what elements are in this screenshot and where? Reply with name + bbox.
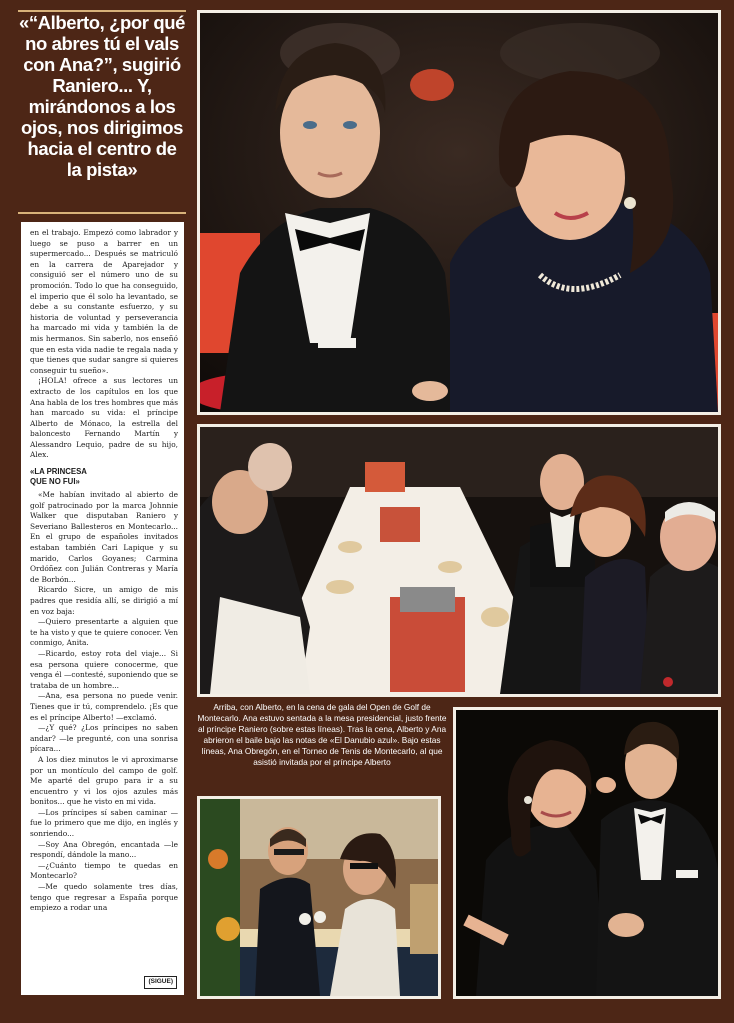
body-paragraph: —Ana, esa persona no puede venir. Tienes que ir tú, comprendelo. ¡Es que es el príncipe Alberto! —exclamó. — [30, 691, 178, 722]
continues-tag: (SIGUE) — [144, 976, 177, 989]
body-paragraph: A los diez minutos le vi aproximarse por un montículo del campo de golf. Me aparté del grupo para ir a su encuentro y vi los ojos azules más bonitos... que he visto en mi vida. — [30, 754, 178, 807]
body-paragraph: ¡HOLA! ofrece a sus lectores un extracto de los capítulos en los que Ana habla de los tres hombres que más han marcado su vida: el príncipe Alberto de Mónaco, la estrella del baloncesto Fernando Martín y Alessandro Lequio, padre de su hijo, Alex. — [30, 376, 178, 460]
photo-caption: Arriba, con Alberto, en la cena de gala del Open de Golf de Montecarlo. Ana estuvo sentada a la mesa presidencial, justo frente al príncipe Raniero (sobre estas líneas). Tras la cena, Alberto y Ana abrieron el baile bajo las notas de «El Danubio azul». Bajo estas líneas, Ana Obregón, en el Torneo de Tenis de Montecarlo, al que asistió invitada por el príncipe Alberto — [197, 702, 447, 767]
body-paragraph: —¿Y qué? ¿Los príncipes no saben andar? —le pregunté, con una sonrisa pícara... — [30, 723, 178, 754]
body-paragraph: —¿Cuánto tiempo te quedas en Montecarlo? — [30, 860, 178, 881]
body-paragraph: —Los príncipes sí saben caminar —fue lo primero que me dijo, en inglés y sonriendo... — [30, 807, 178, 839]
body-paragraph: en el trabajo. Empezó como labrador y luego se puso a barrer en un supermercado... Después se matriculó en la carrera de Aparejador y consiguió ser el número uno de su promoción. Todo lo que ha conseguido, el imperio que él solo ha levantado, se debe a su constante esfuerzo, y su historia de voluntad y perseverancia ha marcado mi vida y también la de mis hermanos. Sin saberlo, nos enseñó que en esta vida nadie te regala nada y que tienes que sudar sangre si quieres conseguir tu sueño». — [30, 228, 178, 375]
body-paragraph: Ricardo Sicre, un amigo de mis padres que residía allí, se dirigió a mí en voz baja: — [30, 585, 178, 616]
pull-quote: «“Alberto, ¿por qué no abres tú el vals con Ana?”, sugirió Raniero... Y, mirándonos a los ojos, nos dirigimos hacia el centro de la pista» — [18, 12, 186, 180]
photo-dinner-table — [197, 424, 721, 697]
section-subhead — [30, 467, 178, 487]
quote-bottom-rule — [18, 212, 186, 214]
body-paragraph: —Me quedo solamente tres días, tengo que regresar a España porque empiezo a rodar una — [30, 882, 178, 913]
body-paragraph: —Soy Ana Obregón, encantada —le respondí, dándole la mano... — [30, 839, 178, 860]
photo-gala-couple — [197, 10, 721, 415]
photo-waltz-dance — [453, 707, 721, 999]
photo-tennis-tournament — [197, 796, 441, 999]
body-paragraph: —Quiero presentarte a alguien que te ha visto y que te quiere conocer. Ven conmigo, Anita. — [30, 617, 178, 648]
body-paragraph: «Me habían invitado al abierto de golf patrocinado por la marca Johnnie Walker que disputaban Raniero y Severiano Ballesteros en Montecarlo... En el grupo de españoles invitados estaban también Cari Lapique y su marido, Carlos Goyanes; Carmina Ordóñez con Julián Contreras y María de Borbón... — [30, 490, 178, 584]
body-paragraph: —Ricardo, estoy rota del viaje... Si esa persona quiere conocerme, que venga él —contesté, suponiendo que se trataba de un hombre... — [30, 648, 178, 690]
subhead-line: «LA PRINCESA — [30, 467, 87, 477]
article-body — [21, 222, 184, 995]
subhead-line: QUE NO FUI» — [30, 477, 80, 487]
